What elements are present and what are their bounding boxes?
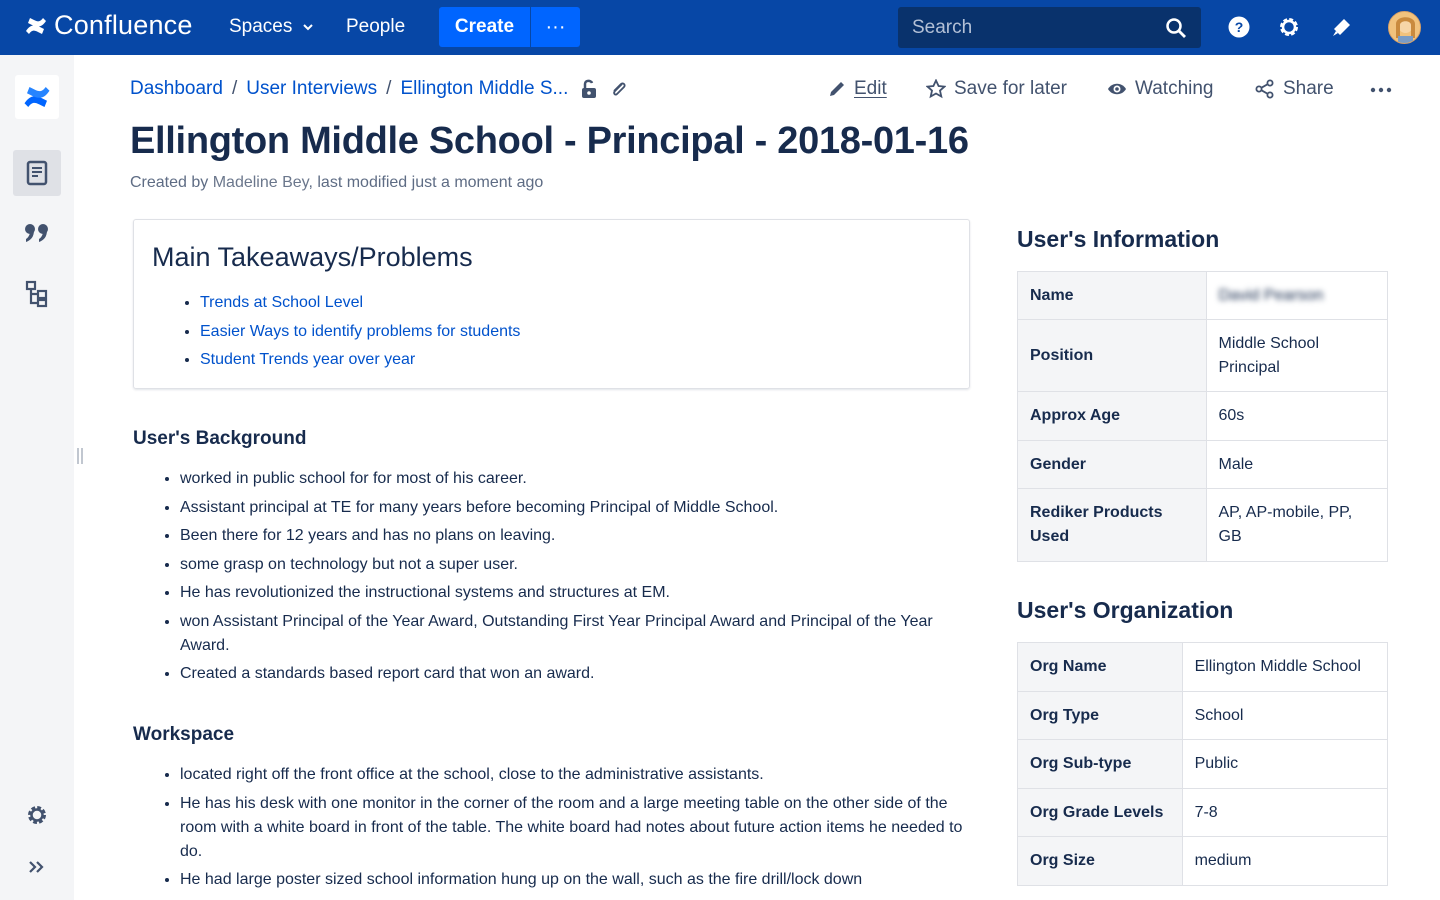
list-item: • worked in public school for for most of his career. bbox=[180, 467, 970, 491]
info-value: AP, AP-mobile, PP, GB bbox=[1206, 489, 1388, 562]
org-key: Org Grade Levels bbox=[1018, 789, 1183, 837]
table-row bbox=[1018, 272, 1388, 320]
table-row bbox=[1018, 392, 1388, 441]
watching-button[interactable] bbox=[1107, 78, 1214, 100]
left-sidebar bbox=[0, 55, 74, 900]
create-button[interactable]: Create bbox=[439, 7, 530, 47]
list-item: • won Assistant Principal of the Year Award, Outstanding First Year Principal Award and Principal of the Year Award. bbox=[180, 610, 970, 658]
save-for-later-label: Save for later bbox=[954, 78, 1067, 99]
table-row bbox=[1018, 837, 1388, 886]
org-value: Ellington Middle School bbox=[1182, 643, 1387, 692]
pencil-icon bbox=[828, 80, 846, 98]
sidebar-page-tree-button[interactable] bbox=[13, 271, 61, 317]
takeaways-list bbox=[200, 292, 520, 378]
unlock-icon[interactable] bbox=[580, 79, 598, 99]
takeaway-link[interactable]: • Easier Ways to identify problems for students bbox=[200, 321, 520, 350]
app-name: Confluence bbox=[54, 10, 193, 40]
star-icon bbox=[926, 79, 946, 99]
user-info-table bbox=[1017, 271, 1388, 562]
author-link[interactable]: Madeline Bey bbox=[212, 174, 309, 191]
eye-icon bbox=[1107, 81, 1127, 97]
info-key: Rediker Products Used bbox=[1018, 489, 1207, 562]
table-row bbox=[1018, 441, 1388, 489]
org-value: Public bbox=[1182, 740, 1387, 789]
info-value: 60s bbox=[1206, 392, 1388, 441]
table-row bbox=[1018, 320, 1388, 392]
list-item: • Been there for 12 years and has no plans on leaving. bbox=[180, 524, 970, 548]
confluence-logo[interactable] bbox=[24, 10, 193, 41]
page-icon bbox=[26, 160, 48, 186]
takeaways-title: Main Takeaways/Problems bbox=[152, 242, 473, 272]
list-item: • He has his desk with one monitor in the corner of the room and a large meeting table on the other side of the room with a white board in front of the table. The white board had notes about future action items he needed to do. bbox=[180, 792, 970, 864]
edit-label: Edit bbox=[854, 78, 887, 99]
people-link[interactable]: People bbox=[346, 16, 406, 37]
list-item: • located right off the front office at the school, close to the administrative assistants. bbox=[180, 763, 970, 787]
sidebar-resize-handle[interactable] bbox=[77, 448, 83, 464]
table-row bbox=[1018, 643, 1388, 692]
attachment-icon[interactable] bbox=[610, 79, 628, 99]
sidebar-settings-button[interactable] bbox=[13, 792, 61, 838]
space-logo[interactable] bbox=[15, 75, 59, 119]
info-value-blurred: David Pearson bbox=[1206, 272, 1388, 320]
info-value: Male bbox=[1206, 441, 1388, 489]
spaces-menu[interactable] bbox=[229, 16, 314, 38]
takeaway-link[interactable]: • Student Trends year over year bbox=[200, 349, 520, 378]
breadcrumb-dashboard[interactable]: Dashboard bbox=[130, 78, 223, 99]
share-icon bbox=[1255, 79, 1275, 99]
create-more-button[interactable]: ··· bbox=[531, 7, 580, 47]
list-item: • He had large poster sized school information hung up on the wall, such as the fire drill/lock down bbox=[180, 868, 970, 892]
byline-prefix: Created by bbox=[130, 174, 209, 191]
table-row bbox=[1018, 789, 1388, 837]
byline-suffix: , last modified just a moment ago bbox=[308, 174, 544, 191]
table-row bbox=[1018, 740, 1388, 789]
avatar-portrait-icon bbox=[1389, 12, 1421, 44]
search-box[interactable] bbox=[898, 7, 1201, 48]
share-button[interactable] bbox=[1255, 78, 1334, 100]
watching-label: Watching bbox=[1135, 78, 1214, 99]
notifications-megaphone-icon[interactable] bbox=[1329, 14, 1355, 40]
list-item: • Created a standards based report card that won an award. bbox=[180, 662, 970, 686]
workspace-list bbox=[180, 763, 970, 897]
org-value: 7-8 bbox=[1182, 789, 1387, 837]
share-label: Share bbox=[1283, 78, 1334, 99]
org-key: Org Size bbox=[1018, 837, 1183, 886]
breadcrumb-separator: / bbox=[231, 78, 238, 99]
help-icon[interactable] bbox=[1226, 14, 1252, 40]
chevron-down-icon bbox=[302, 21, 314, 33]
breadcrumb-separator: / bbox=[386, 78, 392, 99]
org-value: medium bbox=[1182, 837, 1387, 886]
svg-text:?: ? bbox=[1234, 19, 1244, 35]
takeaway-link[interactable]: • Trends at School Level bbox=[200, 292, 520, 321]
top-navigation-bar bbox=[0, 0, 1440, 55]
user-avatar[interactable] bbox=[1388, 11, 1421, 44]
user-org-heading: User's Organization bbox=[1017, 597, 1234, 623]
org-key: Org Name bbox=[1018, 643, 1183, 692]
confluence-space-icon bbox=[22, 82, 52, 112]
save-for-later-button[interactable] bbox=[926, 78, 1067, 100]
list-item: • some grasp on technology but not a super user. bbox=[180, 553, 970, 577]
background-list bbox=[180, 467, 970, 691]
table-row bbox=[1018, 489, 1388, 562]
sidebar-pages-button[interactable] bbox=[13, 150, 61, 196]
info-value: Middle School Principal bbox=[1206, 320, 1388, 392]
org-value: School bbox=[1182, 692, 1387, 740]
search-input[interactable] bbox=[912, 17, 1152, 39]
edit-button[interactable] bbox=[828, 78, 887, 100]
info-key: Approx Age bbox=[1018, 392, 1207, 441]
confluence-logo-icon bbox=[24, 14, 48, 38]
list-item: • He has revolutionized the instructional systems and structures at EM. bbox=[180, 581, 970, 605]
table-row bbox=[1018, 692, 1388, 740]
info-key: Position bbox=[1018, 320, 1207, 392]
sidebar-blog-button[interactable] bbox=[13, 210, 61, 256]
user-org-table bbox=[1017, 642, 1388, 886]
sidebar-expand-button[interactable] bbox=[13, 844, 61, 890]
list-item: • Assistant principal at TE for many years before becoming Principal of Middle School. bbox=[180, 496, 970, 520]
gear-icon bbox=[25, 803, 49, 827]
background-heading: User's Background bbox=[133, 428, 307, 449]
quote-icon bbox=[24, 222, 50, 244]
info-key: Gender bbox=[1018, 441, 1207, 489]
breadcrumb-user-interviews[interactable]: User Interviews bbox=[246, 78, 378, 99]
settings-gear-icon[interactable] bbox=[1276, 14, 1302, 40]
more-actions-button[interactable] bbox=[1370, 80, 1392, 100]
more-dots-icon bbox=[1370, 80, 1392, 100]
spaces-label: Spaces bbox=[229, 16, 293, 37]
takeaways-panel bbox=[133, 219, 970, 389]
page-byline bbox=[130, 174, 543, 192]
page-title: Ellington Middle School - Principal - 2018-01-16 bbox=[130, 120, 969, 162]
double-chevron-right-icon bbox=[28, 860, 46, 874]
breadcrumb-current-page[interactable]: Ellington Middle S... bbox=[400, 78, 569, 99]
org-key: Org Type bbox=[1018, 692, 1183, 740]
hierarchy-icon bbox=[25, 280, 49, 308]
workspace-heading: Workspace bbox=[133, 724, 235, 745]
search-icon[interactable] bbox=[1165, 17, 1187, 39]
user-info-heading: User's Information bbox=[1017, 226, 1220, 252]
org-key: Org Sub-type bbox=[1018, 740, 1183, 789]
info-key: Name bbox=[1018, 272, 1207, 320]
breadcrumb bbox=[130, 78, 628, 100]
